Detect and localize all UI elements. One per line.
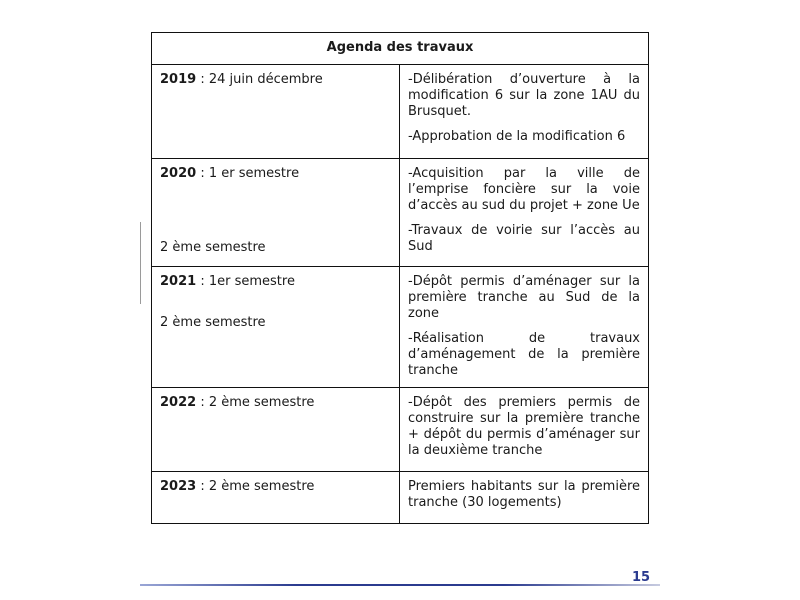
task-item: -Approbation de la modification 6 (408, 129, 626, 144)
task-item: -Délibération d’ouverture à la modification 6 sur la zone 1AU du Brusquet. (408, 72, 640, 119)
page-number: 15 (632, 570, 651, 585)
task-item: Premiers habitants sur la première tranche (30 logements) (408, 479, 640, 510)
task-item: -Dépôt permis d’aménager sur la première tranche au Sud de la zone (408, 274, 640, 321)
year-label: 2019 (160, 72, 197, 87)
task-item: -Réalisation de travaux d’aménagement de la première tranche (408, 331, 640, 378)
table-row (152, 159, 649, 267)
period-label-secondary: 2 ème semestre (160, 315, 266, 330)
task-cell (400, 65, 649, 159)
period-label: : 24 juin décembre (196, 72, 323, 87)
table-row (152, 65, 649, 159)
year-label: 2023 (160, 479, 197, 494)
period-label: : 1 er semestre (196, 166, 300, 181)
table-row (152, 267, 649, 388)
year-label: 2020 (160, 166, 197, 181)
task-cell (400, 388, 649, 472)
table-row (152, 472, 649, 524)
task-cell (400, 472, 649, 524)
period-label: : 1er semestre (196, 274, 295, 289)
period-label: : 2 ème semestre (196, 479, 315, 494)
period-cell (152, 267, 400, 388)
period-cell (152, 159, 400, 267)
period-cell (152, 65, 400, 159)
table-row (152, 388, 649, 472)
task-cell (400, 267, 649, 388)
period-cell (152, 388, 400, 472)
footer-rule (140, 584, 660, 586)
year-label: 2022 (160, 395, 197, 410)
period-label: : 2 ème semestre (196, 395, 315, 410)
year-label: 2021 (160, 274, 197, 289)
period-cell (152, 472, 400, 524)
table-header-row (152, 33, 649, 65)
agenda-table (151, 32, 649, 524)
task-item: -Dépôt des premiers permis de construire sur la première tranche + dépôt du permis d’aménager sur la deuxième tranche (408, 395, 640, 458)
task-item: -Travaux de voirie sur l’accès au Sud (408, 223, 640, 254)
table-title: Agenda des travaux (152, 33, 649, 65)
task-item: -Acquisition par la ville de l’emprise foncière sur la voie d’accès au sud du projet + zone Ue (408, 166, 640, 213)
task-cell (400, 159, 649, 267)
period-label-secondary: 2 ème semestre (160, 240, 266, 255)
margin-mark (140, 222, 141, 304)
